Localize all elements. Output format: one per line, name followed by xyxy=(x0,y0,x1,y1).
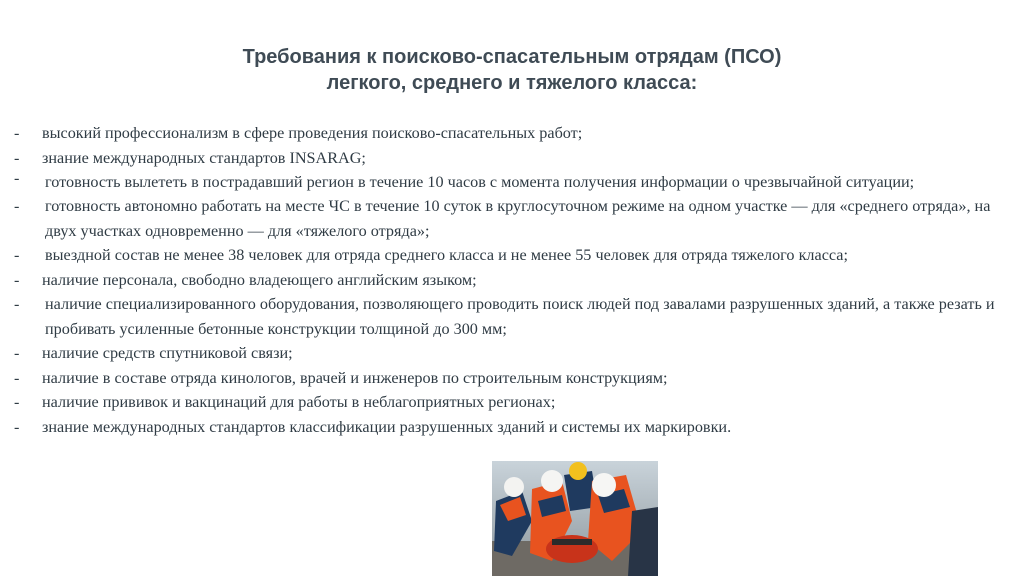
list-item-text: знание международных стандартов INSARAG; xyxy=(42,148,366,167)
rescuers-photo-illustration xyxy=(492,461,658,576)
bullet-dash: - xyxy=(14,295,20,313)
bullet-dash: - xyxy=(14,270,20,289)
bullet-dash: - xyxy=(14,197,20,215)
bullet-dash: - xyxy=(14,344,20,362)
bullet-dash: - xyxy=(14,148,20,167)
list-item-text: наличие в составе отряда кинологов, врачей и инженеров по строительным конструкциям; xyxy=(42,368,668,387)
list-item xyxy=(14,341,1014,366)
bullet-dash: - xyxy=(14,169,20,187)
requirements-list xyxy=(14,121,1014,439)
list-item xyxy=(14,366,1014,391)
slide-title xyxy=(0,44,1024,96)
list-item xyxy=(14,415,1014,440)
list-item xyxy=(14,170,1014,194)
list-item xyxy=(14,390,1014,415)
bullet-dash: - xyxy=(14,417,20,436)
bullet-dash: - xyxy=(14,393,20,411)
list-item xyxy=(14,121,1014,146)
list-item-text: наличие прививок и вакцинаций для работы в неблагоприятных регионах; xyxy=(42,393,556,411)
list-item xyxy=(14,194,1014,243)
list-item-text: наличие средств спутниковой связи; xyxy=(42,344,293,362)
slide-title-line-2: легкого, среднего и тяжелого класса: xyxy=(326,72,698,94)
list-item-text: выездной состав не менее 38 человек для отряда среднего класса и не менее 55 человек для отряда тяжелого класса; xyxy=(45,246,848,264)
list-item-text: готовность вылететь в пострадавший регион в течение 10 часов с момента получения информации о чрезвычайной ситуации; xyxy=(45,173,915,191)
list-item-text: знание международных стандартов классификации разрушенных зданий и системы их маркировки. xyxy=(42,417,732,436)
list-item-text: готовность автономно работать на месте ЧС в течение 10 суток в круглосуточном режиме на одном участке — для «среднего отряда», на двух участках одновременно — для «тяжелого отряда»; xyxy=(45,197,991,240)
list-item-text: наличие специализированного оборудования, позволяющего проводить поиск людей под завалами разрушенных зданий, а также резать и пробивать усиленные бетонные конструкции толщиной до 300 мм; xyxy=(45,295,995,338)
list-item-text: высокий профессионализм в сфере проведения поисково-спасательных работ; xyxy=(42,124,583,142)
bullet-dash: - xyxy=(14,124,20,142)
bullet-dash: - xyxy=(14,368,20,387)
list-item xyxy=(14,268,1014,293)
slide-title-line-1: Требования к поисково-спасательным отрядам (ПСО) xyxy=(242,46,782,68)
bullet-dash: - xyxy=(14,246,20,264)
list-item-text: наличие персонала, свободно владеющего английским языком; xyxy=(42,270,477,289)
rescuers-photo xyxy=(492,461,658,576)
list-item xyxy=(14,243,1014,268)
list-item xyxy=(14,292,1014,341)
list-item xyxy=(14,146,1014,171)
